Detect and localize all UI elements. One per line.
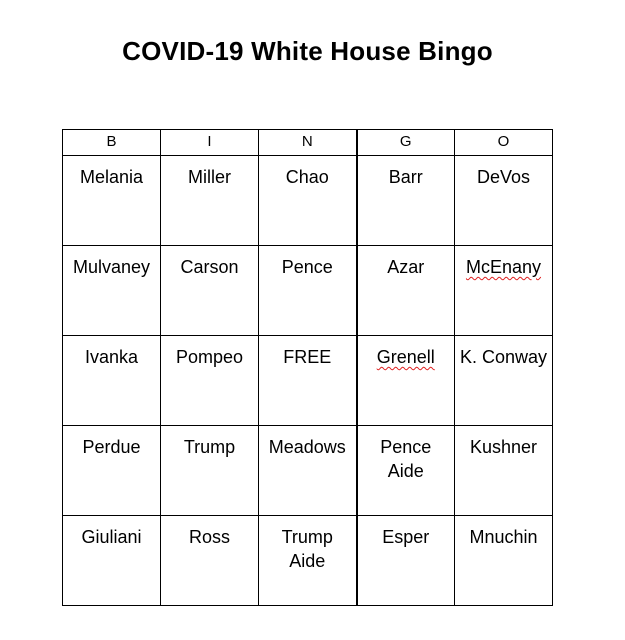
bingo-cell xyxy=(357,156,455,246)
cell-label: Ross xyxy=(188,527,230,547)
header-b: B xyxy=(63,130,161,156)
header-n: N xyxy=(259,130,357,156)
header-g: G xyxy=(357,130,455,156)
cell-label: Trump xyxy=(183,437,236,457)
bingo-cell xyxy=(357,516,455,606)
cell-label: Pence Aide xyxy=(380,437,432,481)
cell-label: Melania xyxy=(79,167,144,187)
bingo-cell xyxy=(455,426,553,516)
bingo-cell xyxy=(63,156,161,246)
bingo-cell xyxy=(63,516,161,606)
bingo-cell xyxy=(161,426,259,516)
free-space-label: FREE xyxy=(283,347,332,367)
cell-label: Azar xyxy=(387,257,425,277)
cell-label: Chao xyxy=(285,167,329,187)
bingo-cell xyxy=(259,516,357,606)
cell-label: Pence xyxy=(281,257,333,277)
page-title: COVID-19 White House Bingo xyxy=(122,36,493,66)
bingo-cell xyxy=(455,516,553,606)
bingo-cell xyxy=(357,246,455,336)
bingo-cell xyxy=(259,246,357,336)
table-row xyxy=(63,246,553,336)
bingo-cell xyxy=(161,336,259,426)
bingo-cell xyxy=(259,426,357,516)
bingo-cell xyxy=(455,246,553,336)
cell-label: Mulvaney xyxy=(72,257,151,277)
bingo-cell xyxy=(161,246,259,336)
cell-label: Kushner xyxy=(469,437,538,457)
bingo-cell xyxy=(63,426,161,516)
bingo-cell xyxy=(161,516,259,606)
cell-label: Ivanka xyxy=(84,347,139,367)
table-row xyxy=(63,426,553,516)
bingo-cell xyxy=(161,156,259,246)
cell-label: Miller xyxy=(188,167,231,187)
bingo-cell xyxy=(455,336,553,426)
bingo-cell xyxy=(63,246,161,336)
table-row xyxy=(63,336,553,426)
table-row xyxy=(63,516,553,606)
cell-label: Trump Aide xyxy=(281,527,333,571)
cell-label: DeVos xyxy=(476,167,531,187)
header-row xyxy=(63,130,553,156)
bingo-cell xyxy=(357,336,455,426)
cell-label: Giuliani xyxy=(81,527,142,547)
cell-label: Meadows xyxy=(268,437,346,457)
cell-label: Carson xyxy=(180,257,239,277)
header-i: I xyxy=(161,130,259,156)
bingo-cell xyxy=(455,156,553,246)
bingo-card xyxy=(62,129,553,606)
bingo-cell xyxy=(259,156,357,246)
cell-label-spellcheck: McEnany xyxy=(465,257,542,277)
free-space-cell xyxy=(259,336,357,426)
bingo-cell xyxy=(357,426,455,516)
cell-label-spellcheck: Grenell xyxy=(376,347,435,367)
cell-label: Pompeo xyxy=(175,347,244,367)
cell-label: Esper xyxy=(382,527,430,547)
cell-label: K. Conway xyxy=(459,347,548,367)
cell-label: Perdue xyxy=(82,437,141,457)
bingo-cell xyxy=(63,336,161,426)
table-row xyxy=(63,156,553,246)
cell-label: Barr xyxy=(388,167,423,187)
header-o: O xyxy=(455,130,553,156)
cell-label: Mnuchin xyxy=(469,527,538,547)
